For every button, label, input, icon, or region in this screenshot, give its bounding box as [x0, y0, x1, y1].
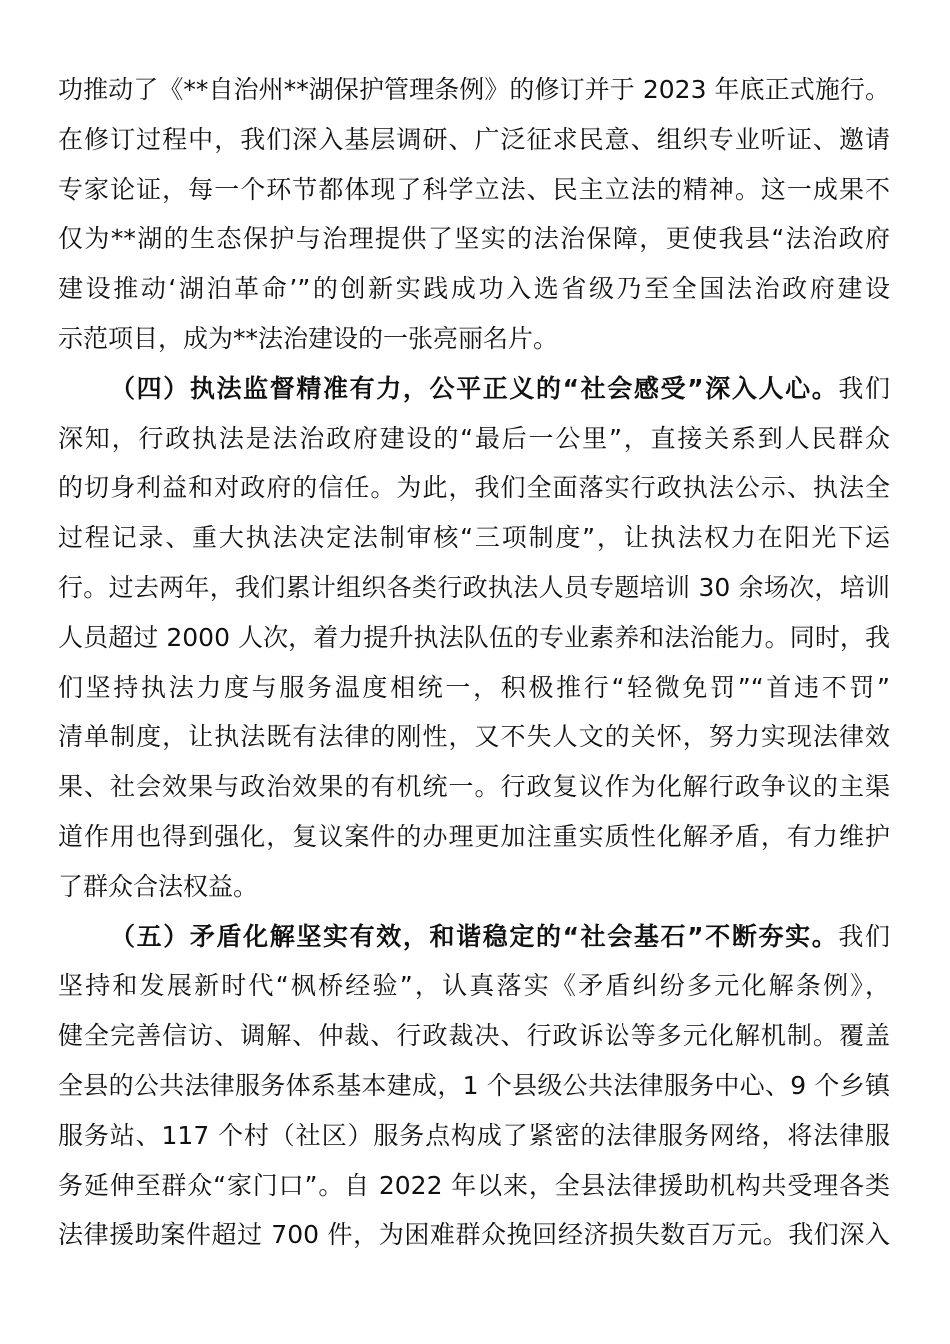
heading-line	[58, 364, 890, 414]
text-line: 健全完善信访、调解、仲裁、行政裁决、行政诉讼等多元化解机制。覆盖	[58, 1021, 890, 1051]
text-line: 务延伸至群众“家门口”。自 2022 年以来，全县法律援助机构共受理各类	[58, 1170, 890, 1200]
paragraph-2	[58, 364, 890, 912]
text-line: 清单制度，让执法既有法律的刚性，又不失人文的关怀，努力实现法律效	[58, 722, 890, 752]
heading-line	[58, 912, 890, 962]
section-heading-5: （五）矛盾化解坚实有效，和谐稳定的“社会基石”不断夯实。	[110, 921, 839, 951]
text-line: 们坚持执法力度与服务温度相统一，积极推行“轻微免罚”“首违不罚”	[58, 672, 890, 702]
section-heading-4: （四）执法监督精准有力，公平正义的“社会感受”深入人心。	[110, 373, 839, 403]
text-line: 深知，行政执法是法治政府建设的“最后一公里”，直接关系到人民群众	[58, 423, 890, 453]
text-line: 全县的公共法律服务体系基本建成，1 个县级公共法律服务中心、9 个乡镇	[58, 1070, 890, 1100]
paragraph-3	[58, 912, 890, 1261]
text-line: 人员超过 2000 人次，着力提升执法队伍的专业素养和法治能力。同时，我	[58, 622, 890, 652]
text-line: 服务站、117 个村（社区）服务点构成了紧密的法律服务网络，将法律服	[58, 1120, 890, 1150]
text-line: 坚持和发展新时代“枫桥经验”，认真落实《矛盾纠纷多元化解条例》，	[58, 971, 890, 1001]
text-line: 专家论证，每一个环节都体现了科学立法、民主立法的精神。这一成果不	[58, 174, 890, 204]
text-line: 行。过去两年，我们累计组织各类行政执法人员专题培训 30 余场次，培训	[58, 572, 890, 602]
text-line: 法律援助案件超过 700 件，为困难群众挽回经济损失数百万元。我们深入	[58, 1220, 890, 1250]
document-body	[58, 65, 890, 1260]
text-run: 我们	[838, 921, 890, 951]
text-line: 功推动了《**自治州**湖保护管理条例》的修订并于 2023 年底正式施行。	[58, 75, 890, 104]
text-line: 在修订过程中，我们深入基层调研、广泛征求民意、组织专业听证、邀请	[58, 124, 890, 154]
text-line: 道作用也得到强化，复议案件的办理更加注重实质性化解矛盾，有力维护	[58, 821, 890, 851]
text-line: 仅为**湖的生态保护与治理提供了坚实的法治保障，更使我县“法治政府	[58, 224, 890, 254]
text-line: 建设推动‘湖泊革命’”的创新实践成功入选省级乃至全国法治政府建设	[58, 274, 890, 304]
text-line: 示范项目，成为**法治建设的一张亮丽名片。	[58, 323, 559, 353]
text-line: 过程记录、重大执法决定法制审核“三项制度”，让执法权力在阳光下运	[58, 523, 890, 553]
paragraph-1	[58, 65, 890, 364]
text-line: 果、社会效果与政治效果的有机统一。行政复议作为化解行政争议的主渠	[58, 772, 890, 802]
text-line: 的切身利益和对政府的信任。为此，我们全面落实行政执法公示、执法全	[58, 473, 890, 503]
text-line: 了群众合法权益。	[58, 871, 259, 901]
text-run: 我们	[838, 373, 890, 403]
